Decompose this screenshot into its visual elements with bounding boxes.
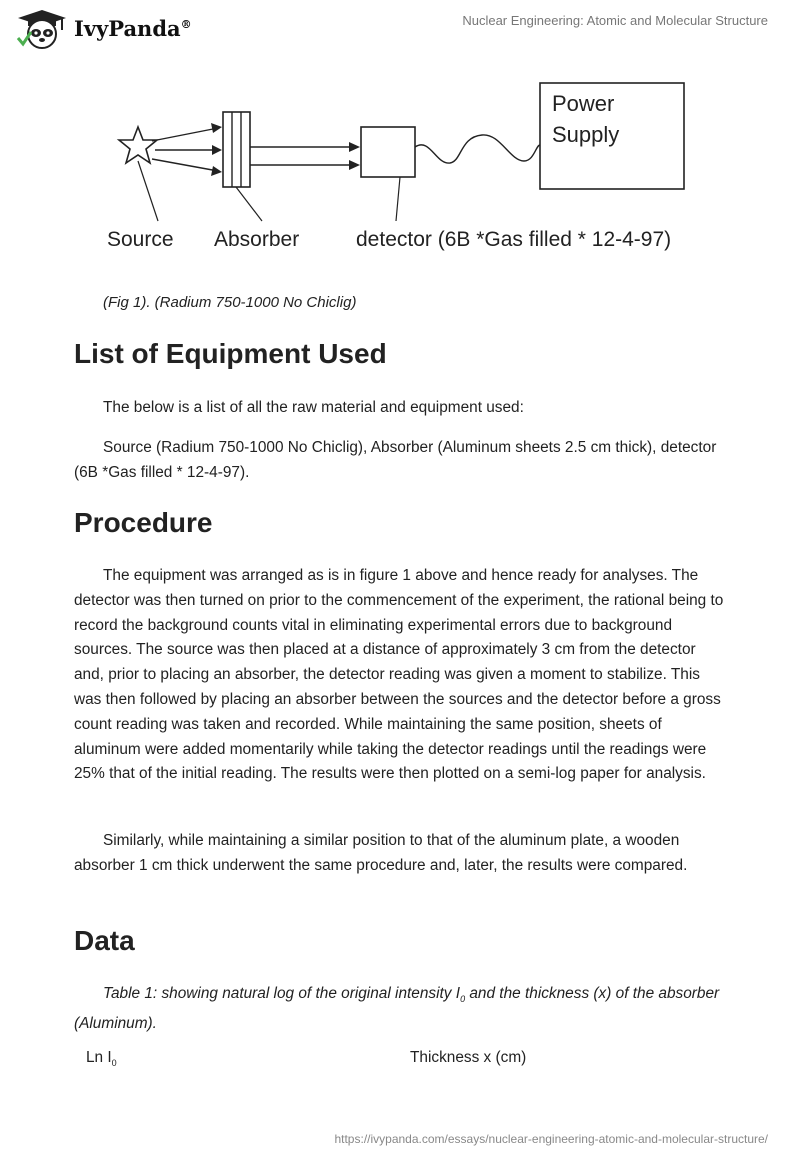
procedure-paragraph-2: Similarly, while maintaining a similar position to that of the aluminum plate, a wooden absorber 1 cm thick underwent the same procedure and, later, the results were compared. — [74, 832, 688, 874]
figure-caption: (Fig 1). (Radium 750-1000 No Chiclig) — [103, 294, 357, 311]
heading-procedure: Procedure — [74, 507, 213, 538]
document-title: Nuclear Engineering: Atomic and Molecular Structure — [462, 13, 768, 28]
label-detector: detector (6B *Gas filled * 12-4-97) — [356, 228, 672, 251]
heading-equipment: List of Equipment Used — [74, 338, 387, 369]
detector-box — [361, 127, 415, 177]
apparatus-diagram — [100, 75, 720, 265]
equipment-intro: The below is a list of all the raw material and equipment used: — [103, 399, 524, 416]
source-star-icon — [119, 127, 157, 163]
brand-name: IvyPanda® — [74, 15, 192, 41]
page-header — [0, 0, 800, 60]
source-url-link[interactable]: https://ivypanda.com/essays/nuclear-engineering-atomic-and-molecular-structure/ — [334, 1132, 768, 1146]
procedure-paragraph-1: The equipment was arranged as is in figure 1 above and hence ready for analyses. The detector was then turned on prior to the commencement of the experiment, the rational being to record the background counts vital in eliminating experimental errors due to background sources. The source was then placed at a distance of approximately 3 cm from the detector and, prior to placing an absorber, the detector reading was given a moment to stabilize. This was then followed by placing an absorber between the sources and the detector before a gross count reading was taken and recorded. While maintaining the same position, sheets of aluminum were added momentarily while taking the detector readings until the readings were 25% that of the initial reading. The results were then plotted on a semi-log paper for analysis. — [74, 567, 724, 783]
svg-text:Power: Power — [552, 91, 615, 116]
absorber-plates — [223, 112, 250, 187]
brand-logo[interactable] — [14, 6, 192, 50]
table-header-thickness: Thickness x (cm) — [410, 1049, 527, 1066]
panda-logo-icon — [14, 6, 70, 50]
table-caption: Table 1: showing natural log of the original intensity $I_0$ and the thickness (x) of the absorber (Aluminum). — [74, 985, 720, 1032]
equipment-list: Source (Radium 750-1000 No Chiclig), Absorber (Aluminum sheets 2.5 cm thick), detector (6B *Gas filled * 12-4-97). — [74, 439, 717, 481]
label-source: Source — [107, 228, 174, 251]
table-header-ln-i0: Ln $I_0$ — [86, 1049, 117, 1069]
label-absorber: Absorber — [214, 228, 300, 251]
svg-text:Supply: Supply — [552, 122, 620, 147]
heading-data: Data — [74, 925, 135, 956]
